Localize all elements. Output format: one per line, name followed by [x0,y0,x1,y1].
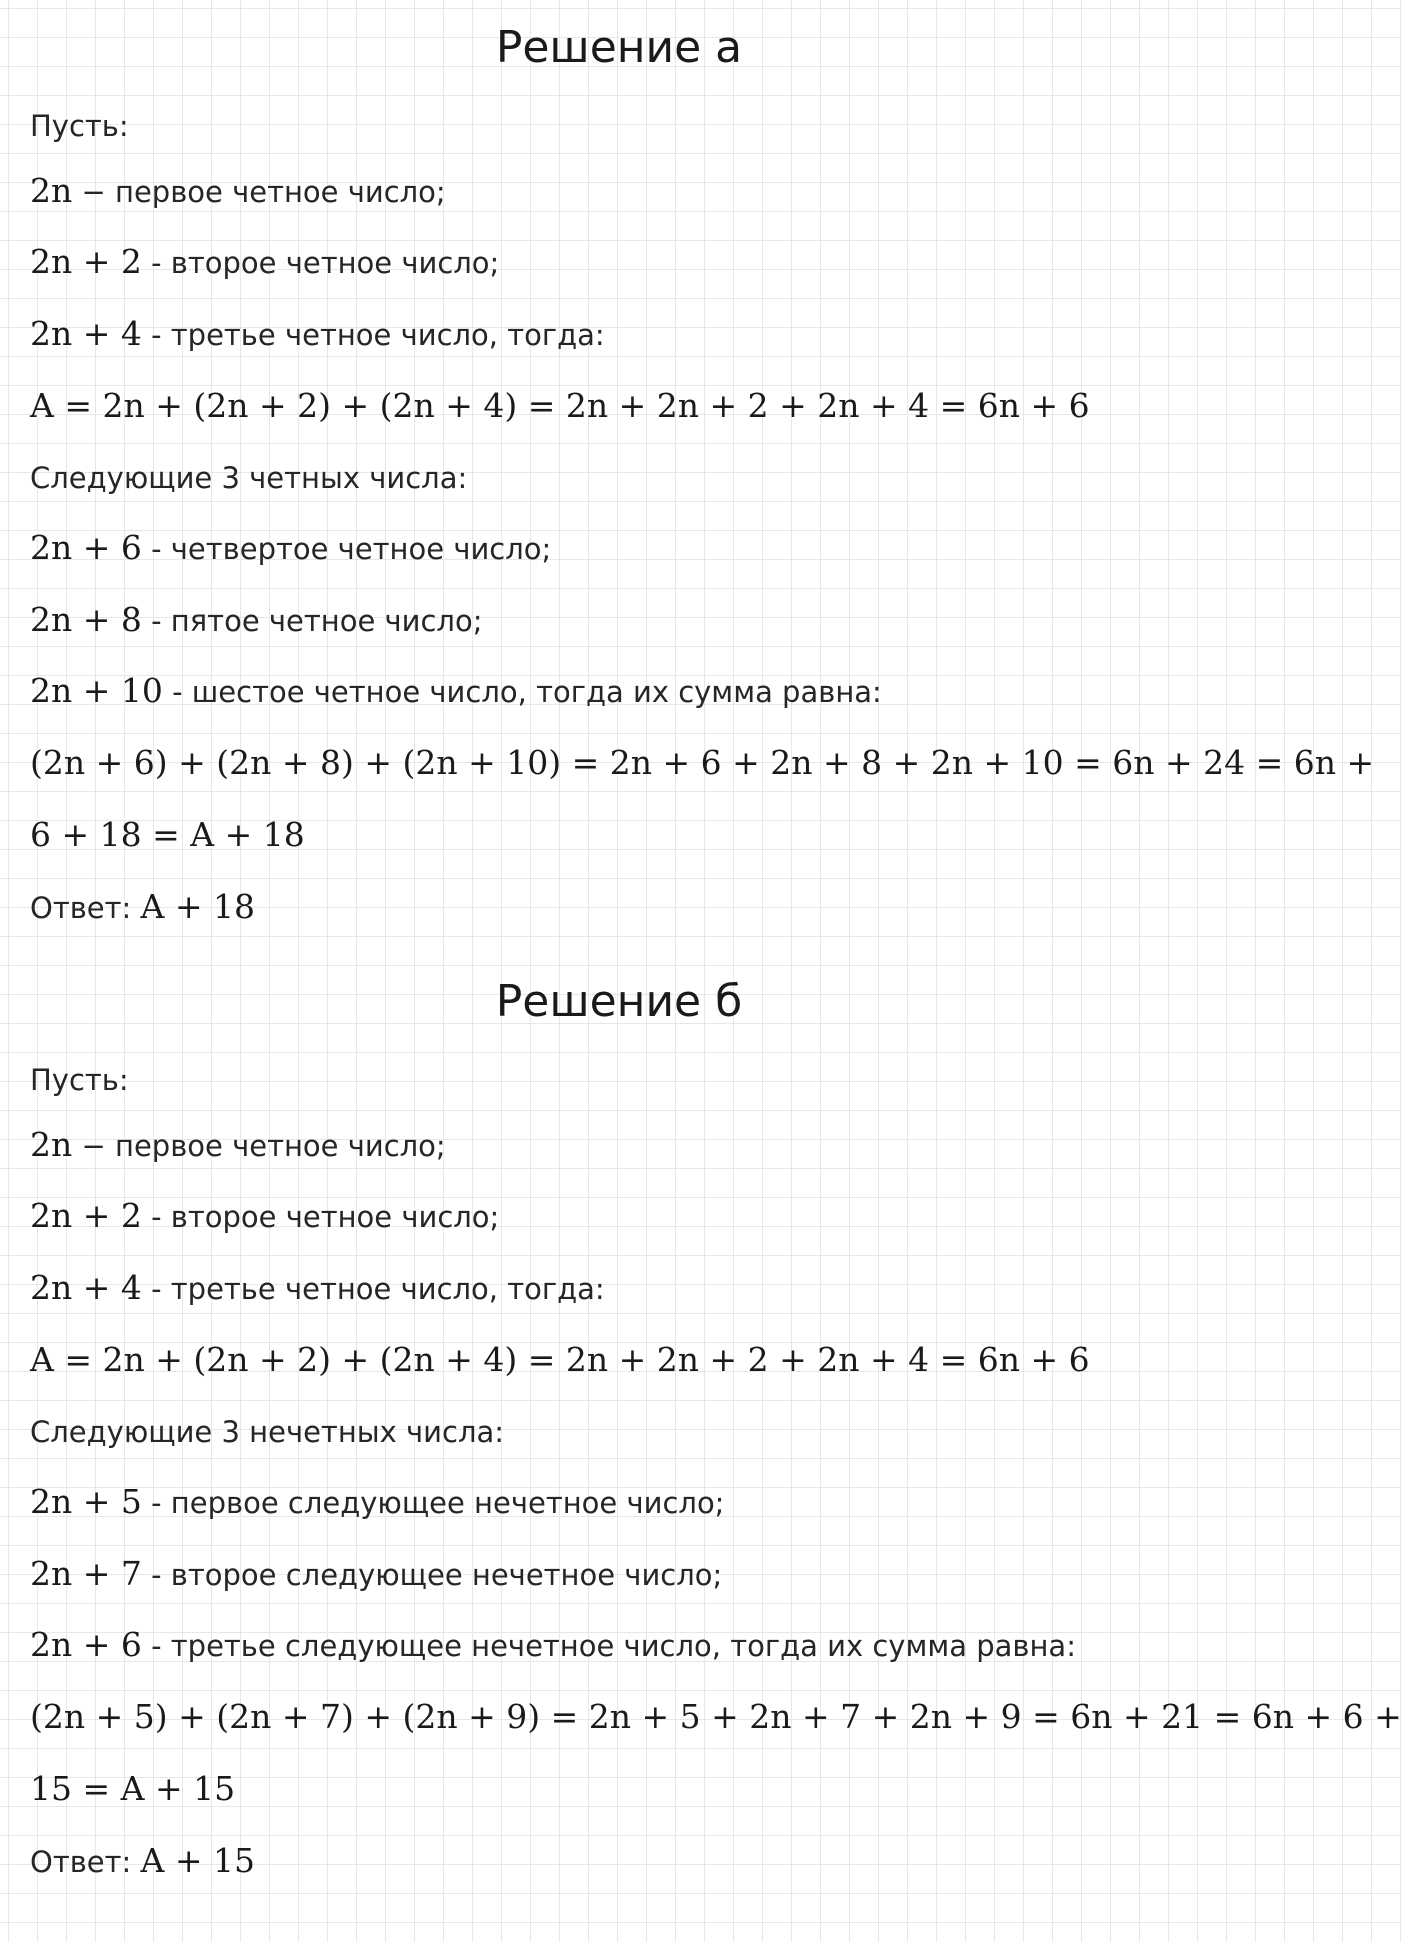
solution-b-line-7 [30,1481,724,1525]
answer-label: Ответ: [30,891,141,925]
line-math: 2n + 5 [30,1482,142,1521]
line-math: (2n + 5) + (2n + 7) + (2n + 9) = 2n + 5 + 2n + 7 + 2n + 9 = 6n + 21 = 6n + 6 + [30,1697,1402,1736]
line-math: 2n + 4 [30,1268,142,1307]
line-math: A = 2n + (2n + 2) + (2n + 4) = 2n + 2n + 2 + 2n + 4 = 6n + 6 [30,1340,1090,1379]
solution-a-line-8 [30,599,482,643]
solution-a-line-5 [30,385,1090,429]
solution-a-line-11 [30,814,305,858]
line-math: 2n + 6 [30,1625,142,1664]
line-text: Следующие 3 нечетных числа: [30,1415,505,1449]
line-text: - третье четное число, тогда: [141,318,605,352]
solution-a-answer [30,886,255,930]
solution-a-line-6 [30,457,467,500]
solution-b-answer [30,1840,255,1884]
solution-b-line-9 [30,1624,1076,1668]
line-text: - шестое четное число, тогда их сумма равна: [162,675,882,709]
solution-b-line-6 [30,1411,504,1454]
solution-b-line-10 [30,1696,1402,1740]
solution-a-line-7 [30,527,551,571]
line-text: − первое четное число; [72,175,446,209]
line-math: 2n + 2 [30,1196,142,1235]
solution-a-title: Решение а [495,22,743,73]
line-text: - второе четное число; [141,1200,500,1234]
line-text: - третье следующее нечетное число, тогда их сумма равна: [141,1629,1076,1663]
line-text: Следующие 3 четных числа: [30,461,468,495]
solution-b-line-5 [30,1339,1090,1383]
answer-math: A + 18 [140,887,255,926]
answer-math: A + 15 [140,1841,255,1880]
line-math: 15 = A + 15 [30,1769,236,1808]
line-text: Пусть: [30,109,129,143]
line-math: 2n + 7 [30,1554,142,1593]
line-text: − первое четное число; [72,1129,446,1163]
line-math: 2n + 2 [30,242,142,281]
line-math: 2n + 10 [30,671,163,710]
line-text: - второе четное число; [141,246,500,280]
solution-b-line-3 [30,1195,499,1239]
line-math: 2n [30,1125,73,1164]
answer-label: Ответ: [30,1845,141,1879]
line-math: 2n + 8 [30,600,142,639]
line-math: 2n + 4 [30,314,142,353]
solution-a-line-2 [30,170,446,214]
solution-a-line-10 [30,742,1374,786]
line-math: 2n [30,171,73,210]
line-math: 2n + 6 [30,528,142,567]
solution-a-line-4 [30,313,605,357]
solution-b-line-8 [30,1553,722,1597]
line-math: (2n + 6) + (2n + 8) + (2n + 10) = 2n + 6 + 2n + 8 + 2n + 10 = 6n + 24 = 6n + [30,743,1375,782]
solution-b-title: Решение б [495,976,743,1027]
line-text: - третье четное число, тогда: [141,1272,605,1306]
solution-a-line-9 [30,670,882,714]
solution-a-line-1 [30,105,129,148]
line-text: - пятое четное число; [141,604,483,638]
solution-b-line-1 [30,1059,129,1102]
line-math: A = 2n + (2n + 2) + (2n + 4) = 2n + 2n + 2 + 2n + 4 = 6n + 6 [30,386,1090,425]
solution-b-line-11 [30,1768,235,1812]
line-math: 6 + 18 = A + 18 [30,815,305,854]
solution-b-line-4 [30,1267,605,1311]
line-text: - второе следующее нечетное число; [141,1558,723,1592]
solution-a-line-3 [30,241,499,285]
line-text: - четвертое четное число; [141,532,552,566]
line-text: - первое следующее нечетное число; [141,1486,725,1520]
line-text: Пусть: [30,1063,129,1097]
solution-b-line-2 [30,1124,446,1168]
